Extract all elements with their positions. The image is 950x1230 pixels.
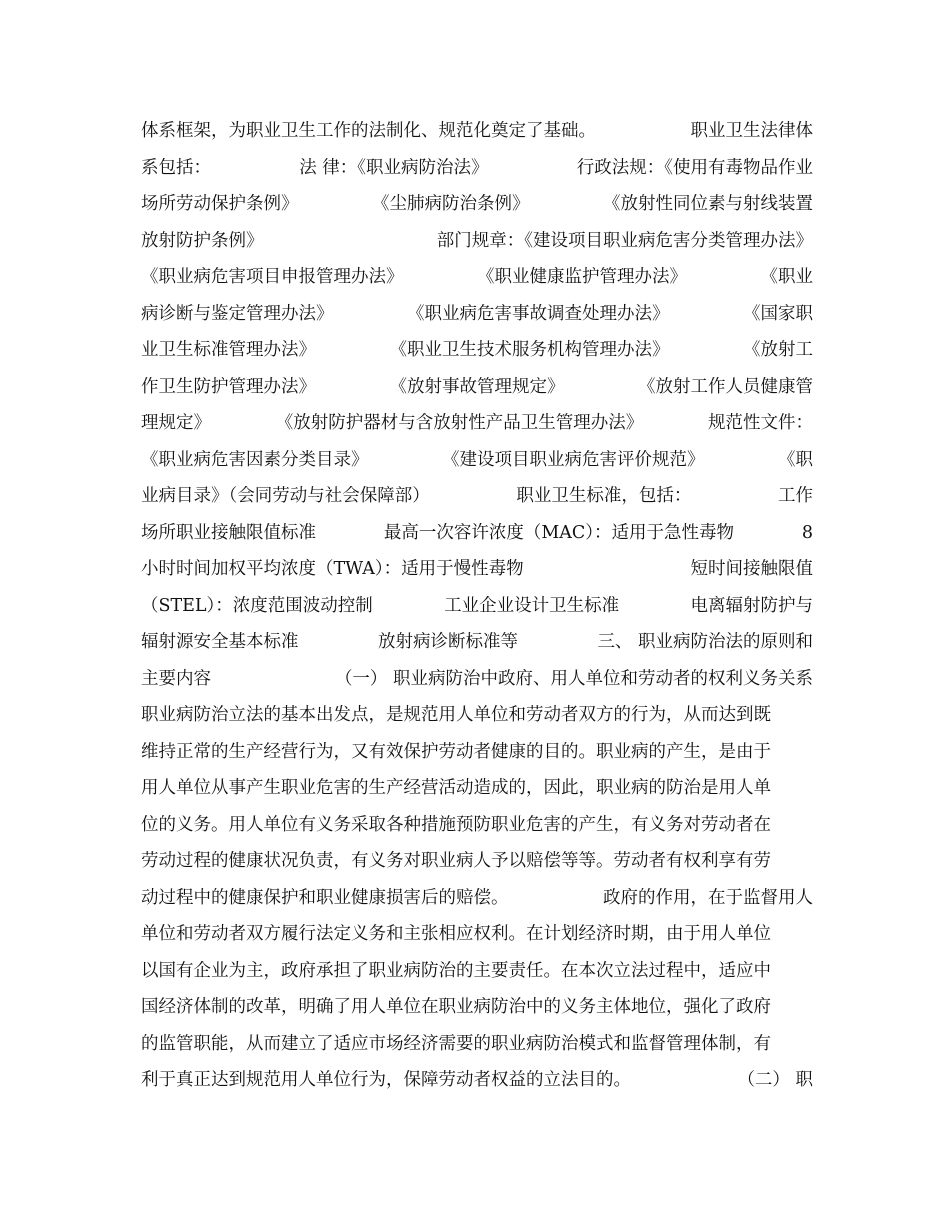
text-segment: 业卫生标准管理办法》 bbox=[141, 340, 316, 360]
text-segment: 体系框架，为职业卫生工作的法制化、规范化奠定了基础。 bbox=[141, 121, 596, 141]
text-line bbox=[141, 263, 813, 300]
text-segment: 《放射工 bbox=[743, 340, 813, 360]
text-segment: 工业企业设计卫生标准 bbox=[444, 595, 620, 616]
text-segment: （STEL）：浓度范围波动控制 bbox=[141, 595, 373, 616]
text-segment: 业病目录》（会同劳动与社会保障部） bbox=[141, 486, 430, 506]
text-segment: 《职 bbox=[778, 449, 813, 470]
text-line bbox=[141, 117, 813, 154]
text-segment: 放射防护条例》 bbox=[141, 230, 264, 251]
text-segment: 《放射防护器材与含放射性产品卫生管理办法》 bbox=[275, 413, 644, 433]
text-line bbox=[141, 227, 813, 264]
text-segment: 作卫生防护管理办法》 bbox=[141, 376, 316, 397]
text-segment: 《职业健康监护管理办法》 bbox=[477, 267, 687, 287]
text-line bbox=[141, 701, 813, 738]
text-segment: 位的义务。用人单位有义务采取各种措施预防职业危害的产生，有义务对劳动者在 bbox=[141, 814, 771, 835]
text-segment: 最高一次容许浓度（MAC）：适用于急性毒物 bbox=[383, 522, 735, 543]
text-line bbox=[141, 154, 813, 191]
text-segment: 《放射事故管理规定》 bbox=[389, 376, 565, 397]
text-segment: 《尘肺病防治条例》 bbox=[372, 194, 530, 214]
text-segment: 国经济体制的改革，明确了用人单位在职业病防治中的义务主体地位，强化了政府 bbox=[141, 997, 771, 1017]
text-segment: （二） 职 bbox=[737, 1070, 813, 1090]
text-line bbox=[141, 738, 813, 775]
text-line bbox=[141, 665, 813, 702]
text-line bbox=[141, 409, 813, 446]
text-segment: 《职业 bbox=[760, 267, 813, 287]
text-line bbox=[141, 957, 813, 994]
text-segment: 《职业卫生技术服务机构管理办法》 bbox=[389, 340, 670, 360]
text-segment: 维持正常的生产经营行为，又有效保护劳动者健康的目的。职业病的产生，是由于 bbox=[141, 741, 771, 762]
text-segment: 《职业病危害因素分类目录》 bbox=[141, 449, 369, 470]
text-line bbox=[141, 446, 813, 483]
text-segment: 利于真正达到规范用人单位行为，保障劳动者权益的立法目的。 bbox=[141, 1070, 631, 1090]
text-line bbox=[141, 592, 813, 629]
text-segment: 职业病防治立法的基本出发点，是规范用人单位和劳动者双方的行为，从而达到既 bbox=[141, 705, 771, 725]
text-segment: 职业卫生法律体 bbox=[690, 121, 813, 141]
text-segment: 法 律：《职业病防治法》 bbox=[299, 157, 489, 178]
text-line bbox=[141, 190, 813, 227]
text-segment: 《放射工作人员健康管 bbox=[638, 376, 813, 397]
text-line bbox=[141, 774, 813, 811]
text-line bbox=[141, 884, 813, 921]
text-segment: （一） 职业病防治中政府、用人单位和劳动者的权利义务关系 bbox=[334, 668, 813, 689]
text-segment: 电离辐射防护与 bbox=[690, 595, 813, 616]
text-line bbox=[141, 847, 813, 884]
text-line bbox=[141, 1030, 813, 1067]
text-segment: 放射病诊断标准等 bbox=[377, 632, 518, 652]
text-line bbox=[141, 519, 813, 556]
text-line bbox=[141, 482, 813, 519]
text-segment: 动过程中的健康保护和职业健康损害后的赔偿。 bbox=[141, 887, 509, 908]
text-segment: 的监管职能，从而建立了适应市场经济需要的职业病防治模式和监督管理体制，有 bbox=[141, 1033, 771, 1054]
text-segment: 规范性文件： bbox=[708, 413, 813, 433]
text-segment: 政府的作用，在于监督用人 bbox=[603, 887, 813, 908]
text-segment: 以国有企业为主，政府承担了职业病防治的主要责任。在本次立法过程中，适应中 bbox=[141, 960, 771, 981]
text-segment: 《建设项目职业病危害评价规范》 bbox=[442, 449, 705, 470]
body-text bbox=[141, 117, 813, 1103]
text-line bbox=[141, 336, 813, 373]
text-line bbox=[141, 373, 813, 410]
text-segment: 8 bbox=[801, 522, 813, 543]
text-segment: 病诊断与鉴定管理办法》 bbox=[141, 303, 334, 324]
text-segment: 主要内容 bbox=[141, 668, 211, 689]
text-line bbox=[141, 920, 813, 957]
text-segment: 理规定》 bbox=[141, 413, 211, 433]
text-segment: 部门规章：《建设项目职业病危害分类管理办法》 bbox=[436, 230, 813, 251]
text-segment: 用人单位从事产生职业危害的生产经营活动造成的，因此，职业病的防治是用人单 bbox=[141, 778, 771, 798]
text-segment: 行政法规：《使用有毒物品作业 bbox=[576, 157, 813, 178]
text-segment: 辐射源安全基本标准 bbox=[141, 632, 299, 652]
text-segment: 场所劳动保护条例》 bbox=[141, 194, 299, 214]
text-segment: 短时间接触限值 bbox=[690, 559, 813, 579]
text-segment: 《职业病危害事故调查处理办法》 bbox=[407, 303, 670, 324]
text-segment: 单位和劳动者双方履行法定义务和主张相应权利。在计划经济时期，由于用人单位 bbox=[141, 924, 771, 944]
text-segment: 系包括： bbox=[141, 157, 211, 178]
text-line bbox=[141, 811, 813, 848]
text-segment: 工作 bbox=[778, 486, 813, 506]
text-segment: 《国家职 bbox=[743, 303, 813, 324]
text-segment: 《职业病危害项目申报管理办法》 bbox=[141, 267, 404, 287]
text-line bbox=[141, 628, 813, 665]
text-line bbox=[141, 1066, 813, 1103]
text-segment: 场所职业接触限值标准 bbox=[141, 522, 316, 543]
text-line bbox=[141, 555, 813, 592]
text-line bbox=[141, 300, 813, 337]
text-segment: 劳动过程的健康状况负责，有义务对职业病人予以赔偿等等。劳动者有权利享有劳 bbox=[141, 851, 771, 871]
text-line bbox=[141, 993, 813, 1030]
text-segment: 《放射性同位素与射线装置 bbox=[603, 194, 813, 214]
text-segment: 职业卫生标准，包括： bbox=[516, 486, 692, 506]
text-segment: 三、 职业病防治法的原则和 bbox=[597, 632, 813, 652]
text-segment: 小时时间加权平均浓度（TWA）：适用于慢性毒物 bbox=[141, 559, 524, 579]
